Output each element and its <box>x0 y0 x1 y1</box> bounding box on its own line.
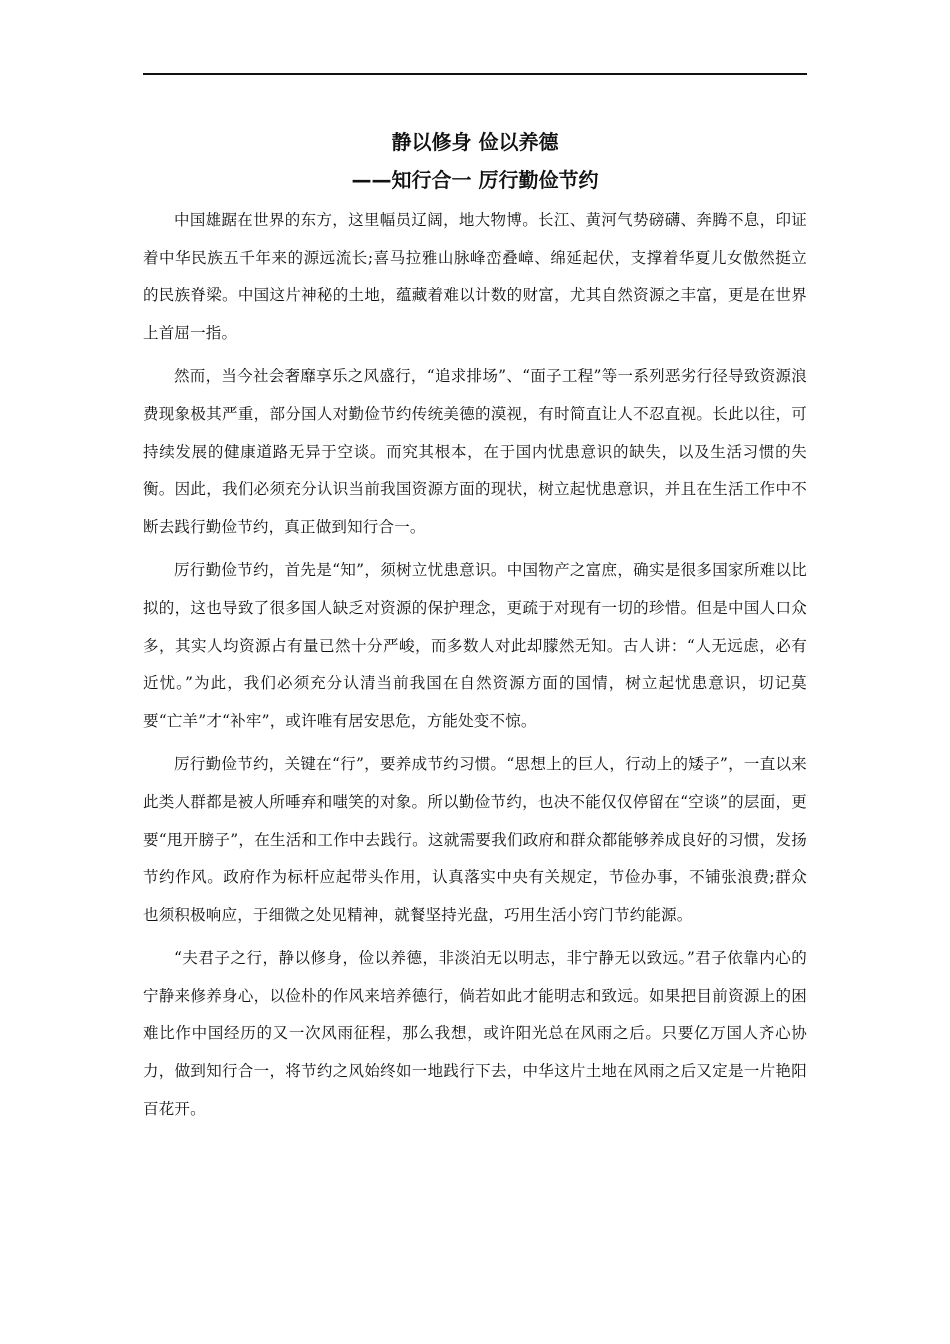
document-body <box>143 202 807 1134</box>
document-subtitle: ——知行合一 厉行勤俭节约 <box>351 168 599 192</box>
paragraph-3: 厉行勤俭节约，首先是“知”，须树立忧患意识。中国物产之富庶，确实是很多国家所难以比拟的，这也导致了很多国人缺乏对资源的保护理念，更疏于对现有一切的珍惜。但是中国人口众多，其实人均资源占有量已然十分严峻，而多数人对此却朦然无知。古人讲：“人无远虑，必有近忧。”为此，我们必须充分认清当前我国在自然资源方面的国情，树立起忧患意识，切记莫要“亡羊”才“补牢”，或许唯有居安思危，方能处变不惊。 <box>143 561 807 730</box>
header-rule <box>143 73 807 75</box>
title-block <box>143 124 807 200</box>
paragraph-1: 中国雄踞在世界的东方，这里幅员辽阔，地大物博。长江、黄河气势磅礴、奔腾不息，印证着中华民族五千年来的源远流长;喜马拉雅山脉峰峦叠嶂、绵延起伏，支撑着华夏儿女傲然挺立的民族脊梁。中国这片神秘的土地，蕴藏着难以计数的财富，尤其自然资源之丰富，更是在世界上首屈一指。 <box>143 211 807 342</box>
document-title: 静以修身 俭以养德 <box>391 130 559 154</box>
paragraph-4: 厉行勤俭节约，关键在“行”，要养成节约习惯。“思想上的巨人，行动上的矮子”，一直以来此类人群都是被人所唾弃和嗤笑的对象。所以勤俭节约，也决不能仅仅停留在“空谈”的层面，更要“甩开膀子”，在生活和工作中去践行。这就需要我们政府和群众都能够养成良好的习惯，发扬节约作风。政府作为标杆应起带头作用，认真落实中央有关规定，节俭办事，不铺张浪费;群众也须积极响应，于细微之处见精神，就餐坚持光盘，巧用生活小窍门节约能源。 <box>143 755 807 924</box>
paragraph-5: “夫君子之行，静以修身，俭以养德，非淡泊无以明志，非宁静无以致远。”君子依靠内心的宁静来修养身心，以俭朴的作风来培养德行，倘若如此才能明志和致远。如果把目前资源上的困难比作中国经历的又一次风雨征程，那么我想，或许阳光总在风雨之后。只要亿万国人齐心协力，做到知行合一，将节约之风始终如一地践行下去，中华这片土地在风雨之后又定是一片艳阳百花开。 <box>143 949 807 1118</box>
paragraph-2: 然而，当今社会奢靡享乐之风盛行，“追求排场”、“面子工程”等一系列恶劣行径导致资源浪费现象极其严重，部分国人对勤俭节约传统美德的漠视，有时简直让人不忍直视。长此以往，可持续发展的健康道路无异于空谈。而究其根本，在于国内忧患意识的缺失，以及生活习惯的失衡。因此，我们必须充分认识当前我国资源方面的现状，树立起忧患意识，并且在生活工作中不断去践行勤俭节约，真正做到知行合一。 <box>143 367 807 536</box>
